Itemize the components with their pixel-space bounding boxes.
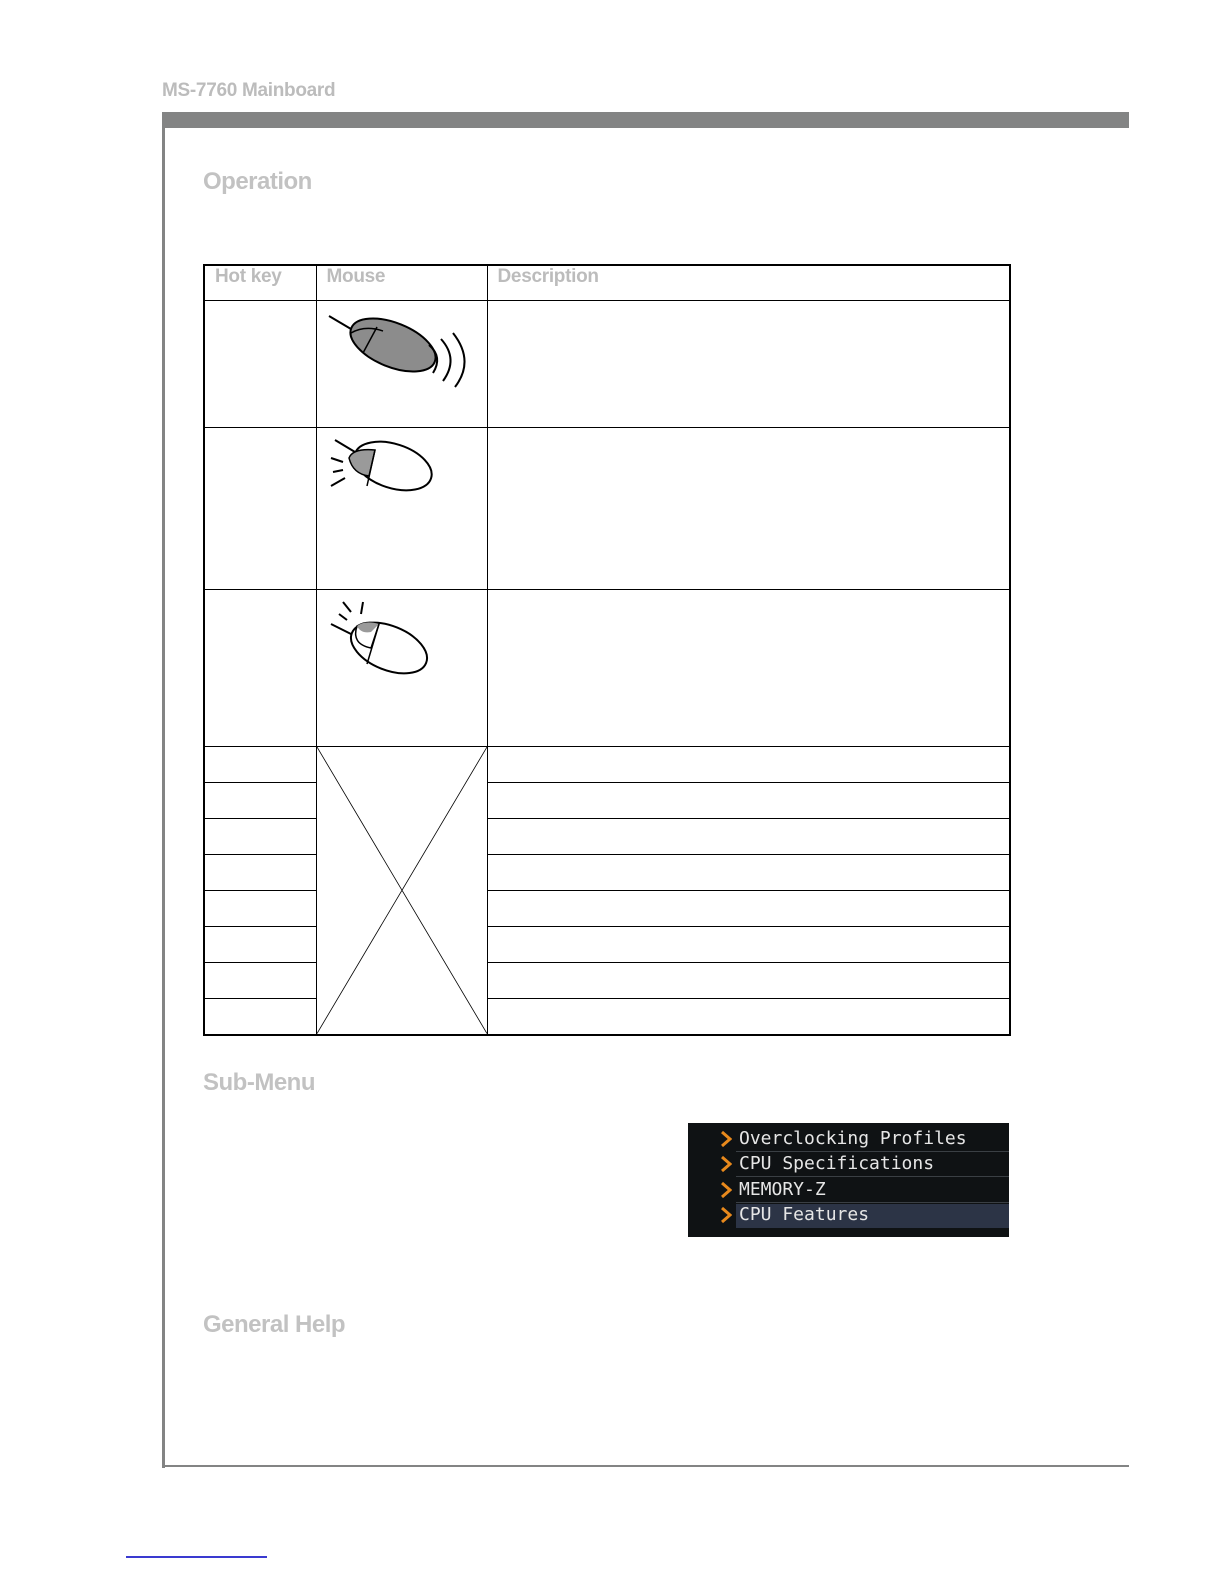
mouse-cell	[316, 590, 487, 747]
description-cell	[487, 891, 1010, 927]
table-row	[204, 301, 1010, 428]
section-title-operation: Operation	[203, 168, 312, 195]
operation-table	[203, 264, 1011, 1036]
footer-link-underline[interactable]	[126, 1556, 267, 1558]
description-cell	[487, 999, 1010, 1035]
hotkey-cell	[204, 428, 316, 590]
chevron-right-icon	[720, 1206, 732, 1224]
column-header-hotkey: Hot key	[204, 265, 316, 301]
submenu-item-selected[interactable]	[688, 1203, 1009, 1228]
description-cell	[487, 301, 1010, 428]
table-row	[204, 428, 1010, 590]
submenu-item-label: CPU Specifications	[739, 1153, 935, 1174]
hotkey-cell	[204, 783, 316, 819]
description-cell	[487, 428, 1010, 590]
hotkey-cell	[204, 747, 316, 783]
table-row	[204, 747, 1010, 783]
section-title-general-help: General Help	[203, 1311, 346, 1338]
hotkey-cell	[204, 819, 316, 855]
hotkey-cell	[204, 927, 316, 963]
header-bar	[163, 112, 1129, 128]
mouse-move-icon	[317, 301, 487, 426]
submenu-item[interactable]	[688, 1152, 1009, 1177]
hotkey-cell	[204, 590, 316, 747]
hotkey-cell	[204, 301, 316, 428]
cross-out-mark	[317, 747, 487, 1034]
description-cell	[487, 855, 1010, 891]
submenu-item-label: Overclocking Profiles	[739, 1128, 967, 1149]
submenu-screenshot	[688, 1123, 1009, 1237]
table-row	[204, 590, 1010, 747]
description-cell	[487, 963, 1010, 999]
page-header: MS-7760 Mainboard	[162, 80, 336, 101]
hotkey-cell	[204, 855, 316, 891]
chevron-right-icon	[720, 1155, 732, 1173]
column-header-mouse: Mouse	[316, 265, 487, 301]
mouse-left-click-icon	[317, 428, 487, 553]
description-cell	[487, 819, 1010, 855]
hotkey-cell	[204, 891, 316, 927]
description-cell	[487, 747, 1010, 783]
submenu-item-label: MEMORY-Z	[739, 1179, 826, 1200]
submenu-item[interactable]	[688, 1178, 1009, 1203]
description-cell	[487, 783, 1010, 819]
hotkey-cell	[204, 999, 316, 1035]
mouse-cell	[316, 428, 487, 590]
mouse-cell	[316, 301, 487, 428]
submenu-item[interactable]	[688, 1127, 1009, 1152]
mouse-right-click-icon	[317, 590, 487, 715]
submenu-item-label: CPU Features	[739, 1204, 870, 1225]
column-header-description: Description	[487, 265, 1010, 301]
table-header-row	[204, 265, 1010, 301]
section-title-submenu: Sub-Menu	[203, 1069, 315, 1096]
mouse-cell-not-applicable	[316, 747, 487, 1035]
chevron-right-icon	[720, 1130, 732, 1148]
bottom-rule	[162, 1465, 1129, 1467]
description-cell	[487, 927, 1010, 963]
chevron-right-icon	[720, 1181, 732, 1199]
hotkey-cell	[204, 963, 316, 999]
side-rule	[162, 112, 165, 1468]
description-cell	[487, 590, 1010, 747]
